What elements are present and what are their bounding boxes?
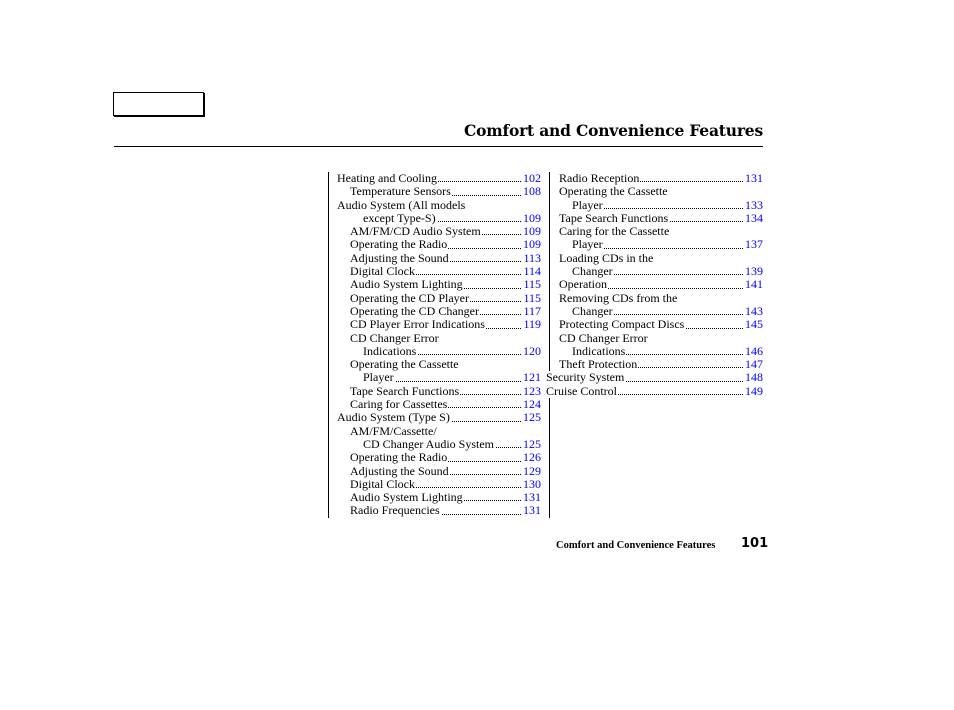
page-link[interactable]: 115 <box>523 277 541 292</box>
index-entry-label: Removing CDs from the <box>559 290 678 305</box>
index-entry-label: Heating and Cooling <box>337 171 437 185</box>
index-entry[interactable] <box>559 172 763 185</box>
index-entry-label: Radio Frequencies <box>350 503 440 518</box>
index-entry-label: Operating the Cassette <box>350 357 459 372</box>
page-link[interactable]: 102 <box>523 171 541 185</box>
index-entry-label: CD Changer Error <box>350 330 439 345</box>
index-entry[interactable] <box>337 478 541 491</box>
page-link[interactable]: 133 <box>745 197 763 212</box>
page-link[interactable]: 134 <box>745 210 763 225</box>
index-entry[interactable] <box>546 383 763 398</box>
index-entry[interactable] <box>559 278 763 291</box>
index-entry[interactable] <box>559 318 763 331</box>
dot-leader <box>576 248 761 249</box>
index-entry[interactable] <box>337 278 541 291</box>
index-entry-label: Operation <box>559 277 607 292</box>
index-entry[interactable] <box>337 438 541 451</box>
index-entry[interactable] <box>559 358 763 371</box>
page-link[interactable]: 143 <box>745 303 763 318</box>
page-link[interactable]: 125 <box>523 410 541 425</box>
index-entry[interactable] <box>559 345 763 358</box>
index-entry[interactable] <box>337 371 541 384</box>
index-entry-label: Player <box>363 370 394 385</box>
index-entry-label: Audio System Lighting <box>350 490 463 505</box>
index-entry-label: Caring for Cassettes <box>350 397 448 412</box>
dot-leader <box>576 208 761 209</box>
index-entry[interactable] <box>337 465 541 478</box>
index-entry-label: Security System <box>546 370 625 385</box>
index-entry-label: AM/FM/CD Audio System <box>350 224 481 239</box>
page-link[interactable]: 125 <box>523 436 541 451</box>
page-link[interactable]: 145 <box>745 317 763 332</box>
index-entry-label: Operating the Radio <box>350 237 448 252</box>
index-column-right <box>546 171 763 398</box>
index-entry-label: Audio System (Type S) <box>337 410 450 425</box>
footer-section-label: Comfort and Convenience Features <box>556 540 716 551</box>
index-entry-label: Loading CDs in the <box>559 250 654 265</box>
page-title: Comfort and Convenience Features <box>464 121 763 140</box>
index-entry[interactable] <box>559 199 763 212</box>
index-entry[interactable] <box>337 385 541 398</box>
index-entry-label: Operating the Cassette <box>559 184 668 199</box>
index-entry <box>559 332 763 345</box>
index-entry-label: Cruise Control <box>546 383 617 398</box>
page-link[interactable]: 146 <box>745 343 763 358</box>
index-entry[interactable] <box>337 172 541 185</box>
index-entry[interactable] <box>559 265 763 278</box>
page-link[interactable]: 109 <box>523 237 541 252</box>
page-link[interactable]: 108 <box>523 184 541 199</box>
index-entry-label: Tape Search Functions <box>559 210 669 225</box>
page-link[interactable]: 109 <box>523 224 541 239</box>
page-link[interactable]: 117 <box>523 303 541 318</box>
index-entry-label: Caring for the Cassette <box>559 224 670 239</box>
page-link[interactable]: 129 <box>523 463 541 478</box>
page-link[interactable]: 149 <box>745 383 763 398</box>
page-link[interactable]: 124 <box>523 397 541 412</box>
index-entry-label: Player <box>572 237 603 252</box>
index-entry-label: Adjusting the Sound <box>350 250 449 265</box>
page-link[interactable]: 141 <box>745 277 763 292</box>
page-link[interactable]: 147 <box>745 357 763 372</box>
index-entry[interactable] <box>337 305 541 318</box>
index-entry-label: Audio System Lighting <box>350 277 463 292</box>
index-entry-label: Radio Reception <box>559 171 640 185</box>
index-entry-label: Operating the CD Changer <box>350 303 479 318</box>
index-entry[interactable] <box>337 318 541 331</box>
index-entry[interactable] <box>337 225 541 238</box>
index-entry-label: Changer <box>572 264 613 279</box>
index-entry-label: Temperature Sensors <box>350 184 451 199</box>
page-link[interactable]: 115 <box>523 290 541 305</box>
page-link[interactable]: 130 <box>523 476 541 491</box>
index-entry[interactable] <box>337 491 541 504</box>
index-entry[interactable] <box>337 238 541 251</box>
index-entry-label: Indications <box>363 343 417 358</box>
index-entry[interactable] <box>337 265 541 278</box>
page-link[interactable]: 121 <box>523 370 541 385</box>
index-entry-label: CD Changer Error <box>559 330 648 345</box>
index-entry[interactable] <box>337 411 541 424</box>
page-link[interactable]: 131 <box>523 503 541 518</box>
left-column-divider <box>328 172 329 518</box>
index-entry-label: Audio System (All models <box>337 197 466 212</box>
page-link[interactable]: 126 <box>523 450 541 465</box>
page-link[interactable]: 109 <box>523 210 541 225</box>
page-link[interactable]: 119 <box>523 317 541 332</box>
index-entry-label: Player <box>572 197 603 212</box>
page-link[interactable]: 148 <box>745 370 763 385</box>
index-entry <box>337 332 541 345</box>
index-entry[interactable] <box>337 398 541 411</box>
index-entry-label: Digital Clock <box>350 476 415 491</box>
index-entry-label: Tape Search Functions <box>350 383 460 398</box>
page-link[interactable]: 131 <box>523 490 541 505</box>
index-entry-label: Theft Protection <box>559 357 638 372</box>
index-entry-label: Indications <box>572 343 626 358</box>
index-entry-label: CD Changer Audio System <box>363 436 494 451</box>
index-entry <box>337 199 541 212</box>
section-nav-box[interactable] <box>113 92 204 116</box>
index-entry <box>559 185 763 198</box>
index-column-left <box>337 172 541 518</box>
index-entry[interactable] <box>337 185 541 198</box>
page-link[interactable]: 131 <box>745 171 763 185</box>
middle-column-divider <box>549 172 550 518</box>
index-entry-label: Changer <box>572 303 613 318</box>
index-entry-label: except Type-S) <box>363 210 436 225</box>
index-entry-label: Operating the CD Player <box>350 290 469 305</box>
index-entry <box>559 225 763 238</box>
index-entry[interactable] <box>559 238 763 251</box>
index-entry <box>337 425 541 438</box>
index-entry[interactable] <box>546 370 763 385</box>
page-link[interactable]: 139 <box>745 264 763 279</box>
index-entry <box>559 252 763 265</box>
page-link[interactable]: 123 <box>523 383 541 398</box>
index-entry[interactable] <box>559 212 763 225</box>
page-link[interactable]: 114 <box>523 264 541 279</box>
index-entry[interactable] <box>337 504 541 517</box>
index-entry <box>559 292 763 305</box>
index-entry[interactable] <box>337 252 541 265</box>
page-link[interactable]: 120 <box>523 343 541 358</box>
header-rule <box>114 146 763 147</box>
index-entry-label: AM/FM/Cassette/ <box>350 423 437 438</box>
index-entry <box>337 358 541 371</box>
index-entry-label: Operating the Radio <box>350 450 448 465</box>
index-entry-label: CD Player Error Indications <box>350 317 485 332</box>
index-entry[interactable] <box>559 305 763 318</box>
page-link[interactable]: 113 <box>523 250 541 265</box>
page-number: 101 <box>741 536 769 551</box>
index-entry[interactable] <box>337 345 541 358</box>
page-link[interactable]: 137 <box>745 237 763 252</box>
index-entry-label: Adjusting the Sound <box>350 463 449 478</box>
index-entry[interactable] <box>337 292 541 305</box>
index-entry[interactable] <box>337 212 541 225</box>
index-entry[interactable] <box>337 451 541 464</box>
index-entry-label: Digital Clock <box>350 264 415 279</box>
index-entry-label: Protecting Compact Discs <box>559 317 685 332</box>
